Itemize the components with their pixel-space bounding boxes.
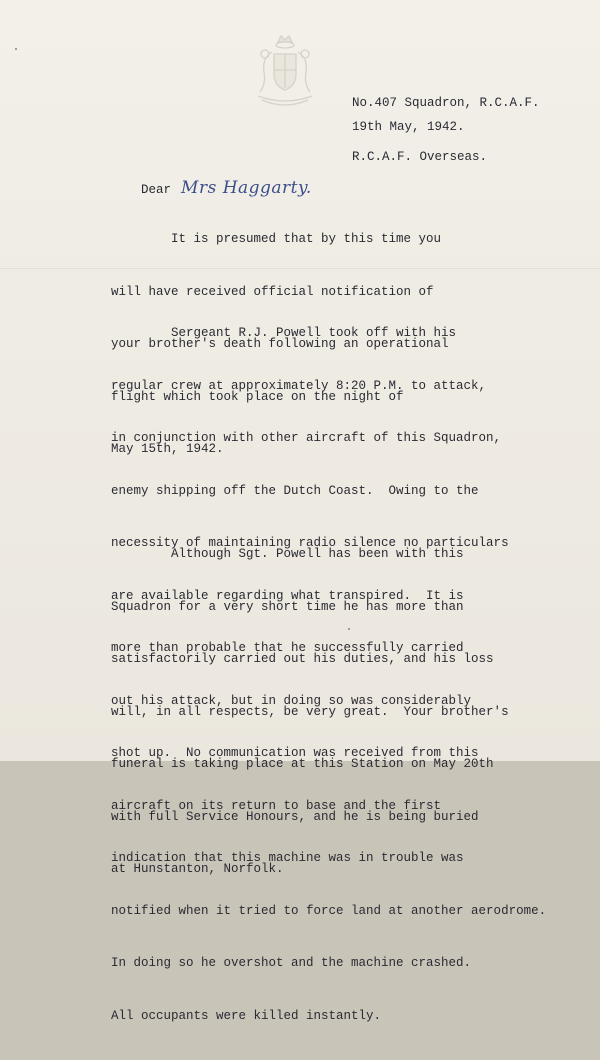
text-line: shot up. No communication was received from this [111,746,479,760]
paragraph-funeral [111,511,509,914]
text-line: Although Sgt. Powell has been with this [111,547,464,561]
text-line: notified when it tried to force land at another aerodrome. [111,903,547,918]
text-line: are available regarding what transpired. It is [111,588,464,603]
text-line: All occupants were killed instantly. [111,1008,382,1023]
text-line: It is presumed that by this time you [111,232,442,246]
text-line: flight which took place on the night of [111,389,404,404]
text-line: your brother's death following an operational [111,337,449,351]
handwritten-recipient-name: Mrs Haggarty. [181,178,312,198]
text-line: In doing so he overshot and the machine crashed. [111,956,472,970]
text-line: with full Service Honours, and he is being buried [111,809,479,824]
text-line: satisfactorily carried out his duties, and his loss [111,652,494,666]
text-line: in conjunction with other aircraft of this Squadron, [111,431,502,445]
text-line: Squadron for a very short time he has more than [111,599,464,614]
text-line: indication that this machine was in trouble was [111,851,464,865]
paper-speck [15,48,17,50]
text-line: out his attack, but in doing so was considerably [111,693,472,708]
address-line: R.C.A.F. Overseas. [352,149,488,164]
text-line: May 15th, 1942. [111,442,224,456]
text-line: will have received official notification of [111,284,434,299]
text-line: necessity of maintaining radio silence no particulars [111,536,509,550]
text-line: will, in all respects, be very great. Your brother's [111,704,509,719]
paper-speck [348,628,350,630]
text-line: enemy shipping off the Dutch Coast. Owing to the [111,483,479,498]
text-line: at Hunstanton, Norfolk. [111,862,284,876]
royal-coat-of-arms-embossed-icon [248,32,322,112]
text-line: Sergeant R.J. Powell took off with his [111,326,457,340]
text-line: aircraft on its return to base and the first [111,798,442,813]
text-line: regular crew at approximately 8:20 P.M. to attack, [111,378,487,393]
letter-date: 19th May, 1942. [352,120,465,134]
address-line: No.407 Squadron, R.C.A.F. [352,96,540,110]
text-line: more than probable that he successfully carried [111,641,464,655]
greeting: Dear [141,183,172,197]
text-line: funeral is taking place at this Station on May 20th [111,757,494,771]
